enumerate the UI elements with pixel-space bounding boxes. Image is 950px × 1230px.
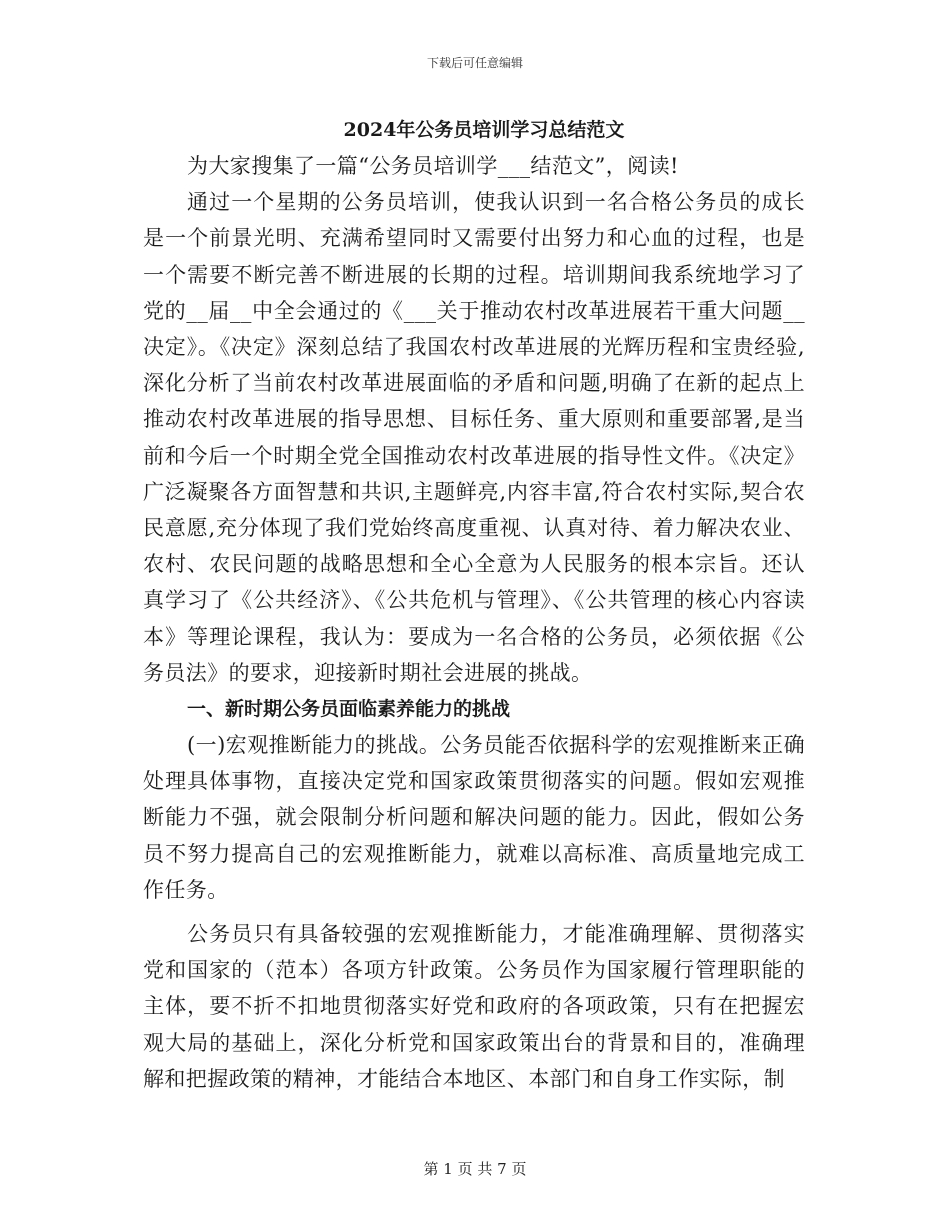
document-body (143, 112, 805, 1097)
header-note: 下载后可任意编辑 (426, 56, 523, 70)
paragraph-1: 通过一个星期的公务员培训，使我认识到一名合格公务员的成长是一个前景光明、充满希望同时又需要付出努力和心血的过程，也是一个需要不断完善不断进展的长期的过程。培训期间我系统地学习了党的__届__中全会通过的《___关于推动农村改革进展若干重大问题__决定》。《决定》深刻总结了我国农村改革进展的光辉历程和宝贵经验,深化分析了当前农村改革进展面临的矛盾和问题,明确了在新的起点上推动农村改革进展的指导思想、目标任务、重大原则和重要部署,是当前和今后一个时期全党全国推动农村改革进展的指导性文件。《决定》广泛凝聚各方面智慧和共识,主题鲜亮,内容丰富,符合农村实际,契合农民意愿,充分体现了我们党始终高度重视、认真对待、着力解决农业、农村、农民问题的战略思想和全心全意为人民服务的根本宗旨。还认真学习了《公共经济》、《公共危机与管理》、《公共管理的核心内容读本》等理论课程，我认为：要成为一名合格的公务员，必须依据《公务员法》的要求，迎接新时期社会进展的挑战。 (143, 190, 805, 685)
paragraph-3: 公务员只有具备较强的宏观推断能力，才能准确理解、贯彻落实党和国家的（范本）各项方针政策。公务员作为国家履行管理职能的主体，要不折不扣地贯彻落实好党和政府的各项政策，只有在把握宏观大局的基础上，深化分析党和国家政策出台的背景和目的，准确理解和把握政策的精神，才能结合本地区、本部门和自身工作实际，制 (143, 922, 805, 1091)
page-number-footer: 第 1 页 共 7 页 (423, 1160, 527, 1178)
paragraph-2: (一)宏观推断能力的挑战。公务员能否依据科学的宏观推断来正确处理具体事物，直接决定党和国家政策贯彻落实的问题。假如宏观推断能力不强，就会限制分析问题和解决问题的能力。因此，假如公务员不努力提高自己的宏观推断能力，就难以高标准、高质量地完成工作任务。 (143, 733, 805, 902)
paragraph-intro: 为大家搜集了一篇“公务员培训学___结范文”，阅读! (187, 154, 679, 178)
section-heading-1: 一、新时期公务员面临素养能力的挑战 (187, 698, 511, 721)
document-title: 2024年公务员培训学习总结范文 (343, 119, 625, 141)
